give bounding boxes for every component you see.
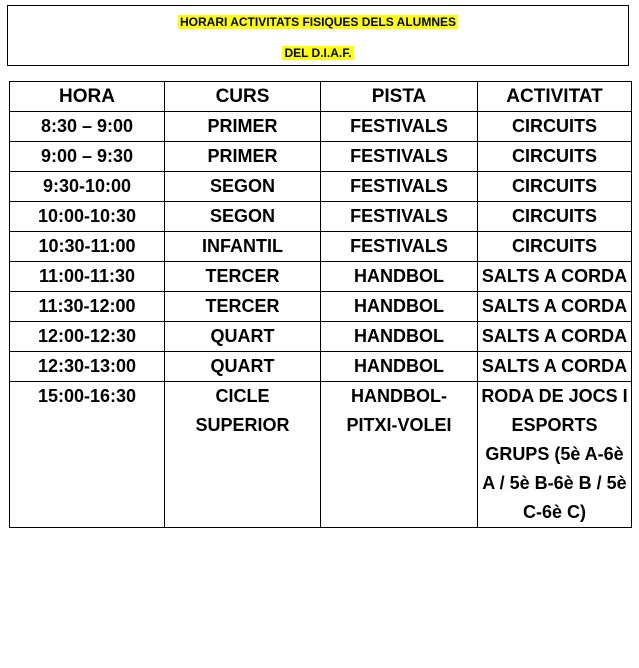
cell-hora: 10:00-10:30 xyxy=(10,202,165,232)
cell-pista: HANDBOL xyxy=(321,292,478,322)
table-row xyxy=(10,172,632,202)
table-row xyxy=(10,292,632,322)
schedule-table xyxy=(9,81,632,528)
cell-activitat: CIRCUITS xyxy=(478,232,632,262)
cell-hora: 12:30-13:00 xyxy=(10,352,165,382)
cell-pista: HANDBOL xyxy=(321,322,478,352)
cell-pista: FESTIVALS xyxy=(321,172,478,202)
cell-curs: TERCER xyxy=(165,262,321,292)
cell-activitat: RODA DE JOCS I ESPORTS GRUPS (5è A-6è A / 5è B-6è B / 5è C-6è C) xyxy=(478,382,632,528)
cell-pista: HANDBOL xyxy=(321,352,478,382)
cell-pista: HANDBOL xyxy=(321,262,478,292)
cell-curs: CICLE SUPERIOR xyxy=(165,382,321,528)
cell-curs: PRIMER xyxy=(165,142,321,172)
cell-activitat: CIRCUITS xyxy=(478,202,632,232)
cell-activitat: SALTS A CORDA xyxy=(478,352,632,382)
cell-hora: 15:00-16:30 xyxy=(10,382,165,528)
title-text-2: DEL D.I.A.F. xyxy=(284,46,352,60)
table-row xyxy=(10,202,632,232)
cell-hora: 8:30 – 9:00 xyxy=(10,112,165,142)
cell-activitat: CIRCUITS xyxy=(478,172,632,202)
cell-hora: 11:30-12:00 xyxy=(10,292,165,322)
cell-pista: FESTIVALS xyxy=(321,142,478,172)
cell-curs: SEGON xyxy=(165,202,321,232)
column-header-hora: HORA xyxy=(10,82,165,112)
column-header-pista: PISTA xyxy=(321,82,478,112)
cell-hora: 11:00-11:30 xyxy=(10,262,165,292)
cell-hora: 12:00-12:30 xyxy=(10,322,165,352)
cell-hora: 9:00 – 9:30 xyxy=(10,142,165,172)
table-row xyxy=(10,382,632,528)
cell-curs: INFANTIL xyxy=(165,232,321,262)
title-box xyxy=(7,5,629,66)
title-text-1: HORARI ACTIVITATS FISIQUES DELS ALUMNES xyxy=(179,15,456,29)
table-row xyxy=(10,232,632,262)
cell-activitat: SALTS A CORDA xyxy=(478,322,632,352)
cell-activitat: SALTS A CORDA xyxy=(478,292,632,322)
cell-curs: TERCER xyxy=(165,292,321,322)
cell-pista: HANDBOL- PITXI-VOLEI xyxy=(321,382,478,528)
cell-activitat: CIRCUITS xyxy=(478,142,632,172)
cell-pista: FESTIVALS xyxy=(321,112,478,142)
cell-curs: QUART xyxy=(165,352,321,382)
table-row xyxy=(10,262,632,292)
cell-curs: QUART xyxy=(165,322,321,352)
column-header-curs: CURS xyxy=(165,82,321,112)
column-header-activitat: ACTIVITAT xyxy=(478,82,632,112)
cell-activitat: SALTS A CORDA xyxy=(478,262,632,292)
title-line-2 xyxy=(8,44,628,62)
cell-hora: 9:30-10:00 xyxy=(10,172,165,202)
title-line-1 xyxy=(8,13,628,31)
header-row xyxy=(10,82,632,112)
cell-pista: FESTIVALS xyxy=(321,202,478,232)
table-row xyxy=(10,322,632,352)
cell-curs: PRIMER xyxy=(165,112,321,142)
table-row xyxy=(10,352,632,382)
cell-hora: 10:30-11:00 xyxy=(10,232,165,262)
cell-activitat: CIRCUITS xyxy=(478,112,632,142)
cell-pista: FESTIVALS xyxy=(321,232,478,262)
table-row xyxy=(10,112,632,142)
table-row xyxy=(10,142,632,172)
cell-curs: SEGON xyxy=(165,172,321,202)
